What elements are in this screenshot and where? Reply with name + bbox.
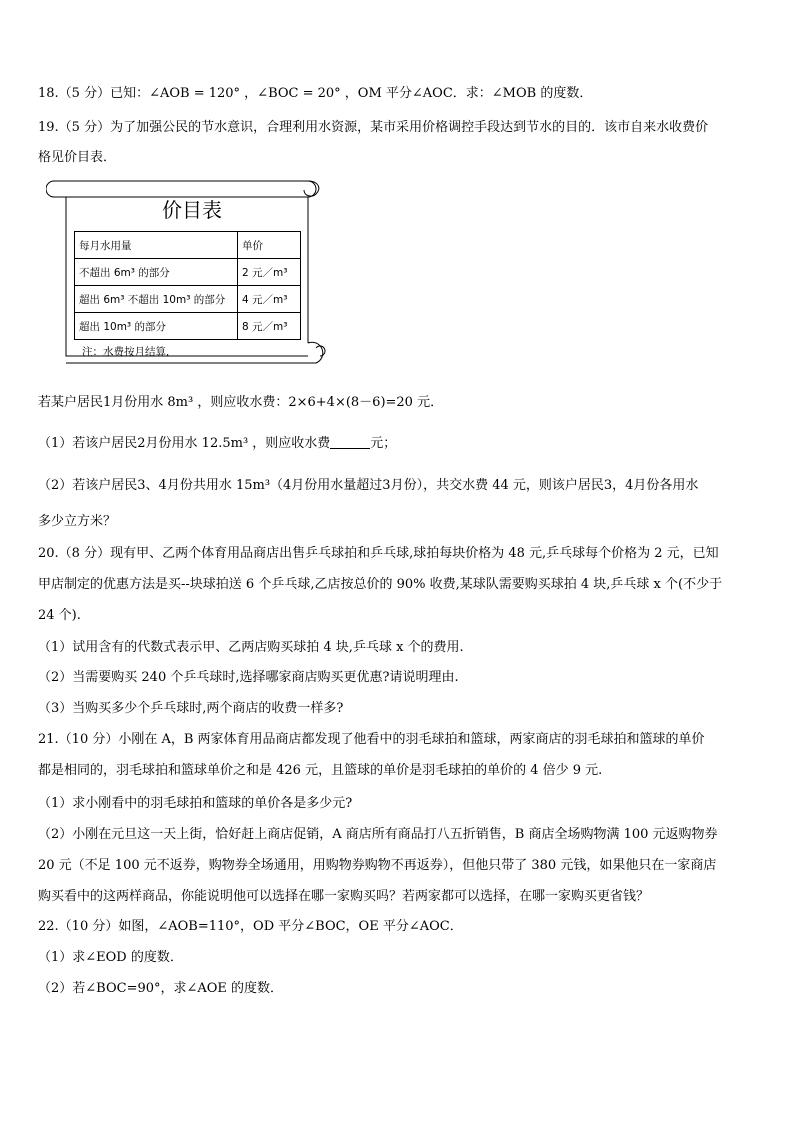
q19-part1 bbox=[38, 432, 396, 451]
q20-part2: （2）当需要购买 240 个乒乓球时,选择哪家商店购买更优惠?请说明理由. bbox=[38, 670, 459, 685]
q21-part2-line3: 购买看中的这两样商品，你能说明他可以选择在哪一家购买吗？若两家都可以选择，在哪一家购买更省钱？ bbox=[38, 889, 650, 904]
q19-example: 若某户居民1月份用水 8m³ ，则应收水费：2×6+4×(8－6)=20 元． bbox=[38, 395, 444, 410]
q20-line2: 甲店制定的优惠方法是买--块球拍送 6 个乒乓球,乙店按总价的 90% 收费,某球队需要购买球拍 4 块,乒乓球 x 个(不少于 bbox=[38, 577, 723, 592]
q20-part1: （1）试用含有的代数式表示甲、乙两店购买球拍 4 块,乒乓球 x 个的费用. bbox=[38, 640, 464, 655]
q19-part2-line1: （2）若该户居民3、4月份共用水 15m³（4月份用水量超过3月份），共交水费 44 元，则该户居民3，4月份各用水 bbox=[38, 478, 699, 493]
q21-part2-line1: （2）小刚在元旦这一天上街，恰好赶上商店促销，A 商店所有商品打八五折销售，B 商店全场购物满 100 元返购物券 bbox=[38, 827, 718, 842]
q19-line2: 格见价目表． bbox=[38, 150, 117, 165]
row-price: 2 元／m³ bbox=[238, 259, 301, 286]
price-table-title: 价目表 bbox=[162, 198, 222, 222]
q20-line3: 24 个). bbox=[38, 608, 81, 623]
table-row bbox=[75, 286, 301, 313]
q19-part1-text: （1）若该户居民2月份用水 12.5m³ ，则应收水费 bbox=[38, 436, 331, 451]
q19-part2-line2: 多少立方米？ bbox=[38, 514, 117, 529]
q21-part1: （1）求小刚看中的羽毛球拍和篮球的单价各是多少元? bbox=[38, 796, 353, 811]
table-header-row bbox=[75, 232, 301, 259]
q20-part3: （3）当购买多少个乒乓球时,两个商店的收费一样多? bbox=[38, 701, 344, 716]
q18-text: 18.（5 分）已知：∠AOB = 120° ，∠BOC = 20° ，OM 平分∠AOC．求：∠MOB 的度数． bbox=[38, 86, 593, 101]
price-table-scroll bbox=[46, 178, 336, 370]
price-table bbox=[74, 231, 301, 340]
q21-part2-line2: 20 元（不足 100 元不返券，购物券全场通用，用购物券购物不再返券），但他只带了 380 元钱，如果他只在一家商店 bbox=[38, 858, 717, 873]
row-price: 4 元／m³ bbox=[238, 286, 301, 313]
q22-line1: 22.（10 分）如图，∠AOB=110°，OD 平分∠BOC，OE 平分∠AOC． bbox=[38, 919, 463, 934]
header-price: 单价 bbox=[238, 232, 301, 259]
q19-line1: 19.（5 分）为了加强公民的节水意识，合理利用水资源，某市采用价格调控手段达到节水的目的．该市自来水收费价 bbox=[38, 120, 709, 135]
answer-blank bbox=[330, 436, 370, 449]
q21-line1: 21.（10 分）小刚在 A，B 两家体育用品商店都发现了他看中的羽毛球拍和篮球，两家商店的羽毛球拍和篮球的单价 bbox=[38, 732, 705, 747]
q22-part2: （2）若∠BOC=90°，求∠AOE 的度数． bbox=[38, 981, 284, 996]
q21-line2: 都是相同的，羽毛球拍和篮球单价之和是 426 元，且篮球的单价是羽毛球拍的单价的 4 倍少 9 元. bbox=[38, 763, 603, 778]
q19-part1-unit: 元； bbox=[370, 436, 397, 451]
q22-part1: （1）求∠EOD 的度数． bbox=[38, 950, 183, 965]
table-row bbox=[75, 259, 301, 286]
row-usage: 超出 6m³ 不超出 10m³ 的部分 bbox=[75, 286, 238, 313]
table-note: 注：水费按月结算． bbox=[82, 346, 177, 358]
table-row bbox=[75, 313, 301, 340]
row-usage: 不超出 6m³ 的部分 bbox=[75, 259, 238, 286]
header-usage: 每月水用量 bbox=[75, 232, 238, 259]
row-usage: 超出 10m³ 的部分 bbox=[75, 313, 238, 340]
row-price: 8 元／m³ bbox=[238, 313, 301, 340]
q20-line1: 20.（8 分）现有甲、乙两个体育用品商店出售乒乓球拍和乒乓球,球拍每块价格为 48 元,乒乓球每个价格为 2 元，已知 bbox=[38, 546, 719, 561]
